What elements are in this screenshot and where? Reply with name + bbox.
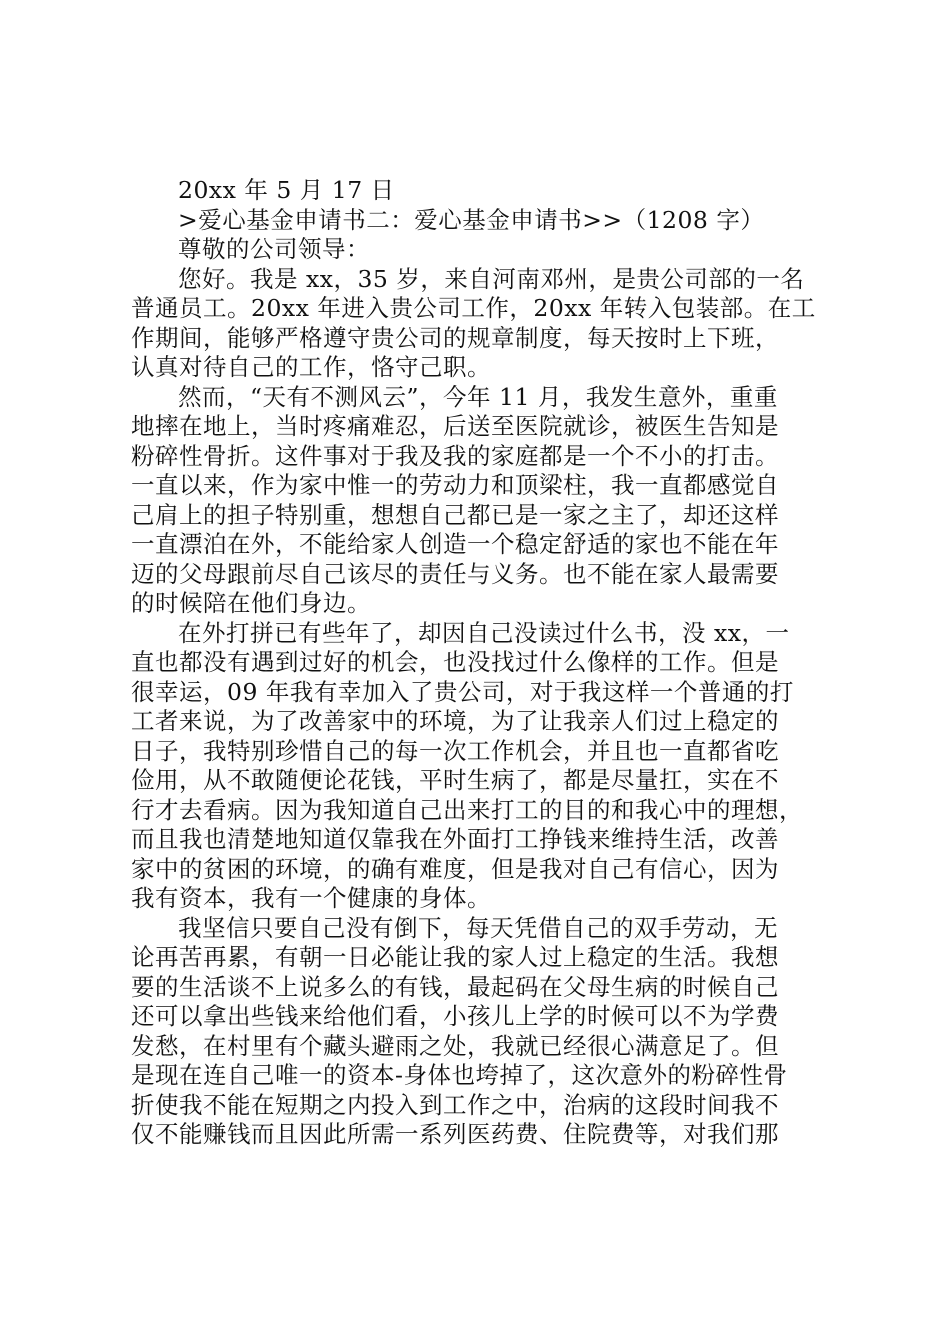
text-line: 一直以来，作为家中惟一的劳动力和顶梁柱，我一直都感觉自 (131, 471, 779, 499)
text-line: 我坚信只要自己没有倒下，每天凭借自己的双手劳动，无 (178, 913, 778, 942)
text-line: 粉碎性骨折。这件事对于我及我的家庭都是一个不小的打击。 (131, 441, 779, 470)
text-line: 尊敬的公司领导： (178, 235, 370, 263)
text-line: 家中的贫困的环境，的确有难度，但是我对自己有信心，因为 (131, 854, 779, 883)
text-line: 普通员工。20xx 年进入贵公司工作，20xx 年转入包装部。在工 (131, 294, 816, 322)
text-line: 发愁，在村里有个藏头避雨之处，我就已经很心满意足了。但 (131, 1031, 779, 1060)
text-line: 20xx 年 5 月 17 日 (178, 176, 395, 204)
text-line: 日子，我特别珍惜自己的每一次工作机会，并且也一直都省吃 (131, 736, 779, 765)
document-page (131, 176, 831, 1150)
text-line: 您好。我是 xx，35 岁，来自河南邓州，是贵公司部的一名 (178, 264, 805, 293)
text-line: >爱心基金申请书二：爱心基金申请书>>（1208 字） (178, 205, 765, 234)
text-line: 还可以拿出些钱来给他们看，小孩儿上学的时候可以不为学费 (131, 1002, 779, 1030)
text-line: 行才去看病。因为我知道自己出来打工的目的和我心中的理想， (131, 795, 803, 824)
text-line: 然而，“天有不测风云”，今年 11 月，我发生意外，重重 (178, 382, 778, 411)
text-line: 工者来说，为了改善家中的环境，为了让我亲人们过上稳定的 (131, 707, 779, 735)
text-line: 迈的父母跟前尽自己该尽的责任与义务。也不能在家人最需要 (131, 559, 779, 588)
text-line: 论再苦再累，有朝一日必能让我的家人过上稳定的生活。我想 (131, 943, 779, 971)
text-line: 地摔在地上，当时疼痛难忍，后送至医院就诊，被医生告知是 (131, 412, 779, 440)
text-line: 是现在连自己唯一的资本-身体也垮掉了，这次意外的粉碎性骨 (131, 1061, 788, 1089)
text-line: 己肩上的担子特别重，想想自己都已是一家之主了，却还这样 (131, 500, 779, 529)
text-line: 我有资本，我有一个健康的身体。 (131, 884, 491, 912)
text-line: 认真对待自己的工作，恪守己职。 (131, 353, 491, 381)
text-line: 仅不能赚钱而且因此所需一系列医药费、住院费等，对我们那 (131, 1120, 779, 1148)
text-line: 很幸运，09 年我有幸加入了贵公司，对于我这样一个普通的打 (131, 677, 794, 706)
text-line: 一直漂泊在外，不能给家人创造一个稳定舒适的家也不能在年 (131, 530, 779, 558)
text-line: 的时候陪在他们身边。 (131, 589, 371, 617)
text-line: 直也都没有遇到过好的机会，也没找过什么像样的工作。但是 (131, 648, 779, 676)
text-line: 而且我也清楚地知道仅靠我在外面打工挣钱来维持生活，改善 (131, 825, 779, 853)
text-line: 俭用，从不敢随便论花钱，平时生病了，都是尽量扛，实在不 (131, 766, 779, 794)
text-line: 要的生活谈不上说多么的有钱，最起码在父母生病的时候自己 (131, 972, 779, 1001)
text-line: 作期间，能够严格遵守贵公司的规章制度，每天按时上下班， (131, 323, 779, 352)
text-line: 折使我不能在短期之内投入到工作之中，治病的这段时间我不 (131, 1090, 779, 1119)
text-line: 在外打拼已有些年了，却因自己没读过什么书，没 xx，一 (178, 618, 790, 647)
